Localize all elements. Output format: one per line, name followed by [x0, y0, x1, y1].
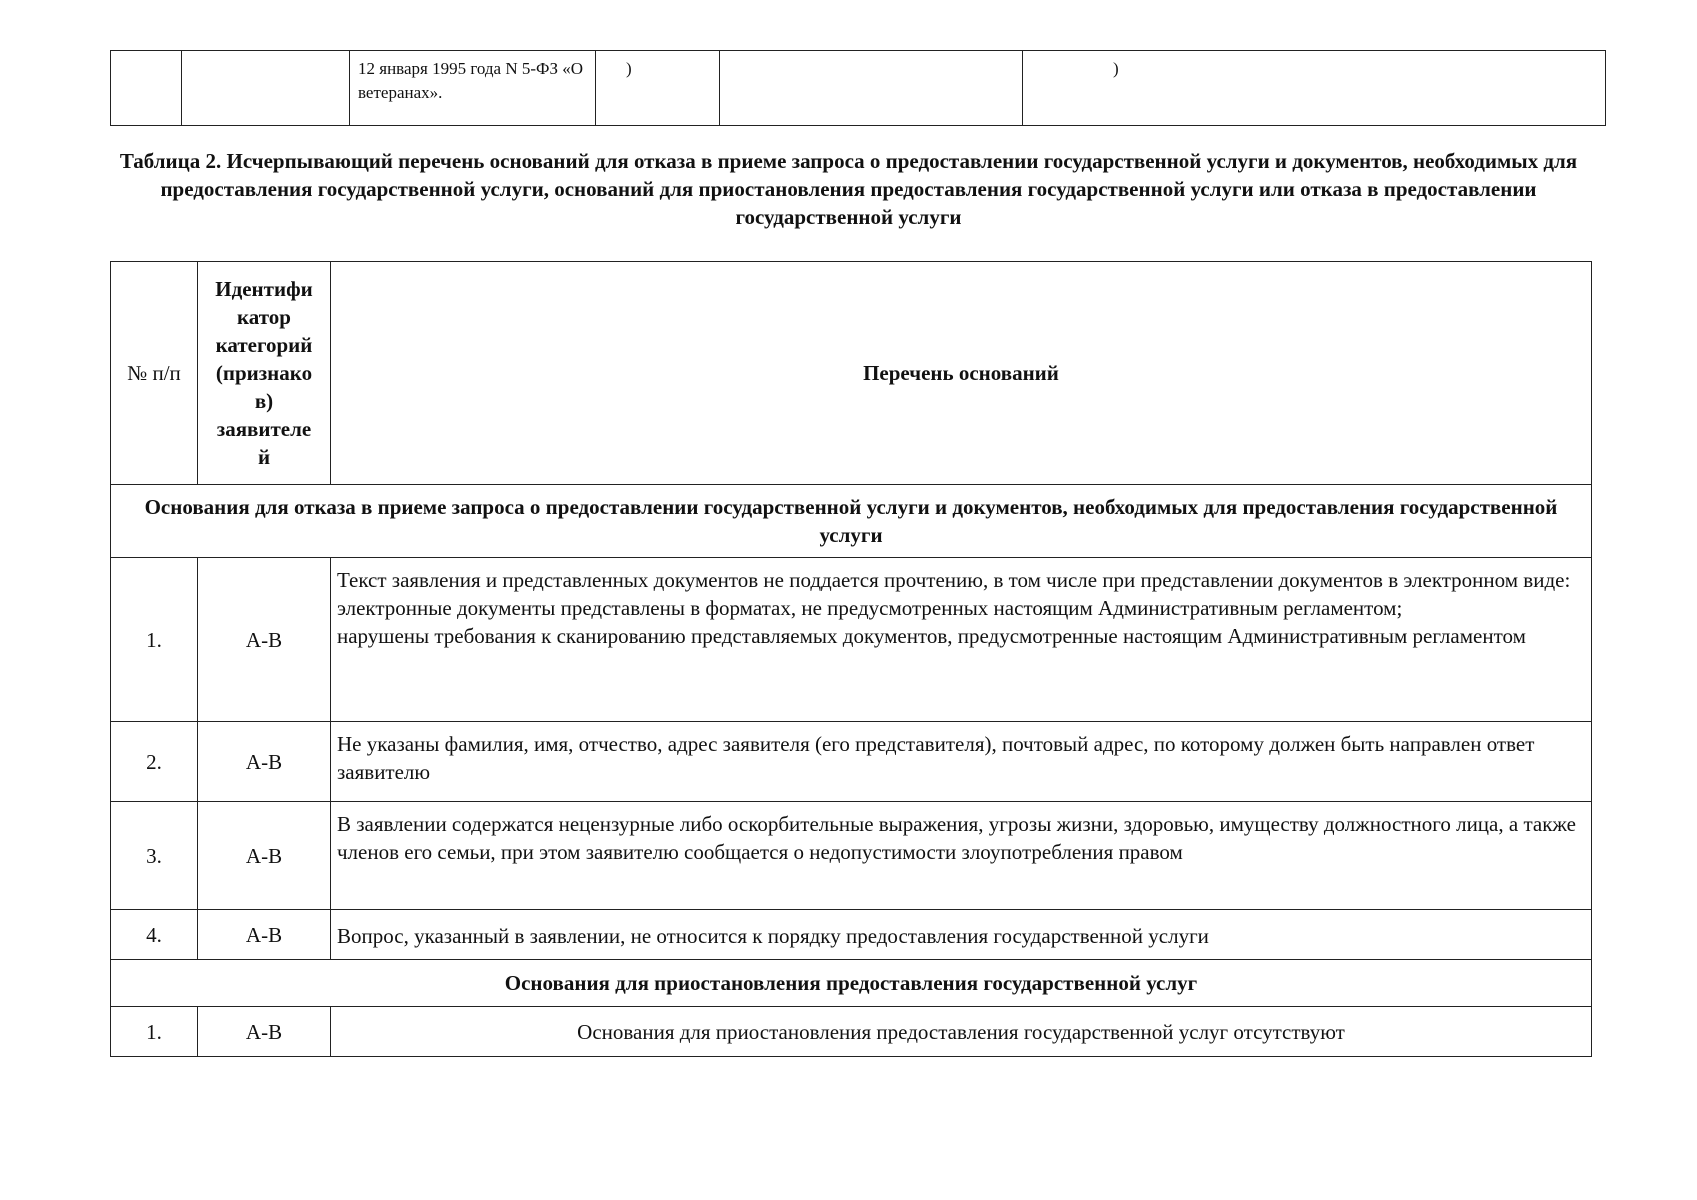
section-title: Основания для приостановления предоставления государственной услуг [111, 960, 1592, 1007]
section-title: Основания для отказа в приеме запроса о предоставлении государственной услуги и документов, необходимых для предоставления государственной услуги [111, 485, 1592, 558]
table-cell [720, 51, 1023, 126]
row-text-line: Текст заявления и представленных документов не поддается прочтению, в том числе при представлении документов в электронном виде: [337, 568, 1571, 592]
header-row [111, 262, 1592, 485]
row-identifier: А-В [198, 802, 331, 910]
table-row [111, 802, 1592, 910]
row-number: 1. [111, 558, 198, 722]
header-identifier: Идентифи катор категорий (признако в) заявителе й [198, 262, 331, 485]
row-identifier: А-В [198, 722, 331, 802]
row-text [331, 558, 1592, 722]
top-fragment-table [110, 50, 1606, 126]
table-row [111, 910, 1592, 960]
reasons-table [110, 261, 1592, 1057]
row-number: 3. [111, 802, 198, 910]
mark-cell: ) [1023, 51, 1606, 126]
row-text: Основания для приостановления предоставления государственной услуг отсутствуют [331, 1007, 1592, 1057]
table-row [111, 722, 1592, 802]
table-cell [111, 51, 182, 126]
table-row [111, 558, 1592, 722]
table-cell [182, 51, 350, 126]
row-number: 4. [111, 910, 198, 960]
section-heading-row [111, 960, 1592, 1007]
row-text-line: нарушены требования к сканированию представляемых документов, предусмотренные настоящим Административным регламентом [337, 624, 1526, 648]
header-number: № п/п [111, 262, 198, 485]
row-identifier: А-В [198, 558, 331, 722]
row-identifier: А-В [198, 1007, 331, 1057]
table-title: Таблица 2. Исчерпывающий перечень оснований для отказа в приеме запроса о предоставлении государственной услуги и документов, необходимых для предоставления государственной услуги, оснований для приостановления предоставления государственной услуги или отказа в предоставлении государственной услуги [119, 149, 1578, 229]
row-text: Вопрос, указанный в заявлении, не относится к порядку предоставления государственной услуги [331, 910, 1592, 960]
row-number: 2. [111, 722, 198, 802]
row-identifier: А-В [198, 910, 331, 960]
row-text-line: электронные документы представлены в форматах, не предусмотренных настоящим Административным регламентом; [337, 596, 1403, 620]
law-reference-cell: 12 января 1995 года N 5-ФЗ «О ветеранах». [350, 51, 596, 126]
mark-cell: ) [596, 51, 720, 126]
table-row [111, 51, 1606, 126]
row-number: 1. [111, 1007, 198, 1057]
header-list: Перечень оснований [331, 262, 1592, 485]
table-row [111, 1007, 1592, 1057]
row-text: В заявлении содержатся нецензурные либо оскорбительные выражения, угрозы жизни, здоровью, имуществу должностного лица, а также членов его семьи, при этом заявителю сообщается о недопустимости злоупотребления правом [331, 802, 1592, 910]
section-heading-row [111, 485, 1592, 558]
row-text: Не указаны фамилия, имя, отчество, адрес заявителя (его представителя), почтовый адрес, по которому должен быть направлен ответ заявителю [331, 722, 1592, 802]
